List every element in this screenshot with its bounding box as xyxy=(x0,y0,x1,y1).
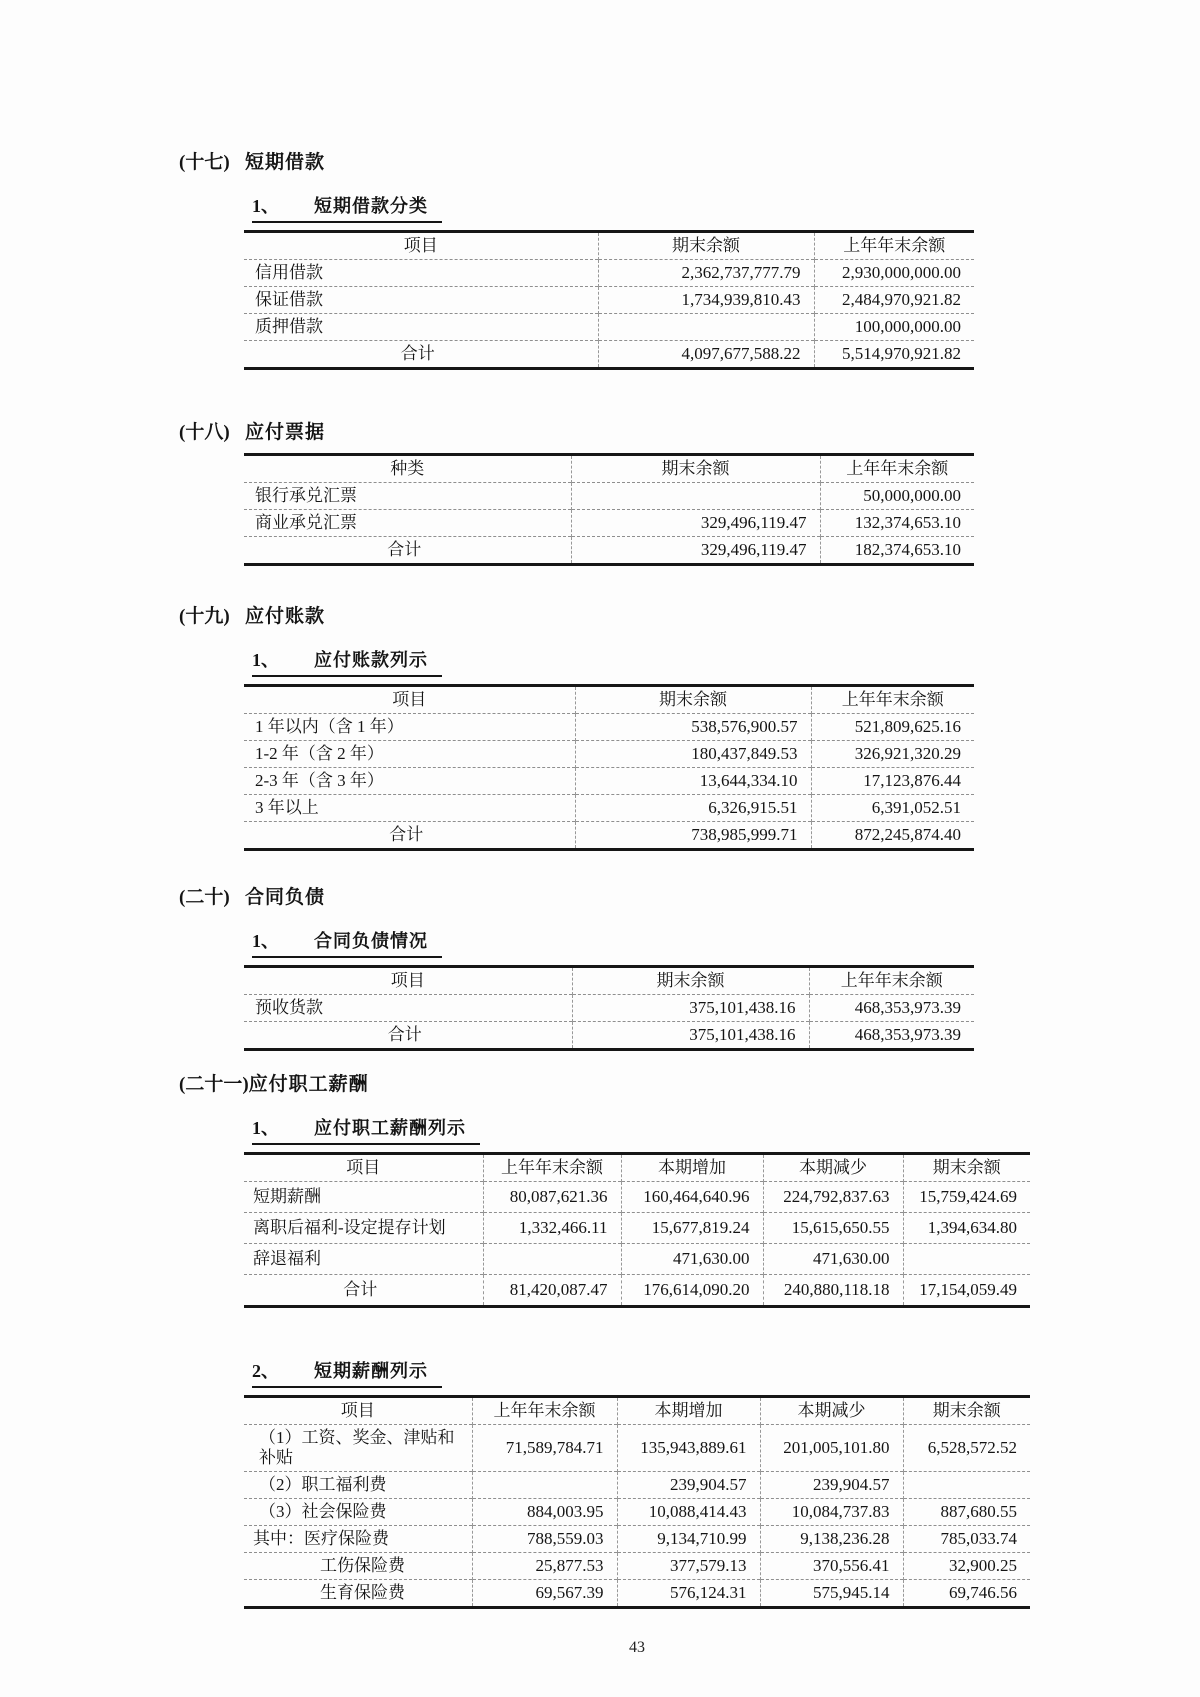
row-value: 468,353,973.39 xyxy=(809,995,974,1022)
row-value: 160,464,640.96 xyxy=(621,1182,763,1213)
table-header-row xyxy=(244,1397,1030,1425)
row-label: 银行承兑汇票 xyxy=(244,483,571,510)
column-header: 本期增加 xyxy=(621,1154,763,1182)
table-total-row xyxy=(244,1022,974,1050)
row-value: 468,353,973.39 xyxy=(809,1022,974,1050)
table-total-row xyxy=(244,341,974,369)
row-value: 239,904.57 xyxy=(617,1472,760,1499)
table-row xyxy=(244,1526,1030,1553)
row-value: 10,088,414.43 xyxy=(617,1499,760,1526)
column-header: 上年年末余额 xyxy=(820,455,974,483)
row-label: 合计 xyxy=(244,1022,572,1050)
row-label: 信用借款 xyxy=(244,260,598,287)
section-heading-20 xyxy=(179,885,1200,911)
table-total-row xyxy=(244,1275,1030,1307)
section-index: (十九) xyxy=(179,606,230,627)
row-value: 1,394,634.80 xyxy=(903,1213,1030,1244)
subsection-number: 1、 xyxy=(252,1118,279,1138)
row-label: 短期薪酬 xyxy=(244,1182,483,1213)
row-value: 180,437,849.53 xyxy=(575,741,811,768)
row-value: 13,644,334.10 xyxy=(575,768,811,795)
column-header: 本期增加 xyxy=(617,1397,760,1425)
row-value: 10,084,737.83 xyxy=(760,1499,903,1526)
row-value: 17,154,059.49 xyxy=(903,1275,1030,1307)
row-value: 738,985,999.71 xyxy=(575,822,811,850)
subsection-heading xyxy=(252,1116,480,1145)
row-value: 69,746.56 xyxy=(903,1580,1030,1608)
row-value: 182,374,653.10 xyxy=(820,537,974,565)
table-total-row xyxy=(244,537,974,565)
row-value: 2,362,737,777.79 xyxy=(598,260,814,287)
column-header: 本期减少 xyxy=(763,1154,903,1182)
row-label: 预收货款 xyxy=(244,995,572,1022)
page-number: 43 xyxy=(629,1639,645,1656)
row-value: 17,123,876.44 xyxy=(811,768,974,795)
subsection-title: 合同负债情况 xyxy=(314,931,428,951)
row-value: 370,556.41 xyxy=(760,1553,903,1580)
row-value: 15,759,424.69 xyxy=(903,1182,1030,1213)
row-label: 其中：医疗保险费 xyxy=(244,1526,472,1553)
row-label: （2）职工福利费 xyxy=(244,1472,472,1499)
row-value: 80,087,621.36 xyxy=(483,1182,621,1213)
column-header: 项目 xyxy=(392,690,427,709)
section-index: (十八) xyxy=(179,422,230,443)
row-value: 6,528,572.52 xyxy=(903,1425,1030,1472)
section-heading-17 xyxy=(179,150,1200,176)
subsection-title: 短期薪酬列示 xyxy=(314,1361,428,1381)
subsection-number: 2、 xyxy=(252,1361,279,1381)
section-index: (二十) xyxy=(179,887,230,908)
column-header: 项目 xyxy=(390,971,425,990)
subsection-title: 应付职工薪酬列示 xyxy=(314,1118,466,1138)
row-value: 326,921,320.29 xyxy=(811,741,974,768)
row-value: 377,579.13 xyxy=(617,1553,760,1580)
row-label: 1 年以内（含 1 年） xyxy=(244,714,575,741)
row-value: 788,559.03 xyxy=(472,1526,617,1553)
row-value: 132,374,653.10 xyxy=(820,510,974,537)
row-value xyxy=(571,483,820,510)
column-header: 上年年末余额 xyxy=(809,967,974,995)
row-value xyxy=(472,1472,617,1499)
subsection-number: 1、 xyxy=(252,196,279,216)
row-value: 1,332,466.11 xyxy=(483,1213,621,1244)
table-row xyxy=(244,260,974,287)
short-term-loans-table xyxy=(244,230,974,370)
row-value: 71,589,784.71 xyxy=(472,1425,617,1472)
column-header: 期末余额 xyxy=(903,1397,1030,1425)
row-label: 合计 xyxy=(244,1275,483,1307)
row-label: 合计 xyxy=(244,537,571,565)
column-header: 上年年末余额 xyxy=(814,232,974,260)
table-row xyxy=(244,714,974,741)
row-label: 离职后福利-设定提存计划 xyxy=(244,1213,483,1244)
row-value xyxy=(903,1472,1030,1499)
row-value: 521,809,625.16 xyxy=(811,714,974,741)
row-value: 785,033.74 xyxy=(903,1526,1030,1553)
table-row xyxy=(244,795,974,822)
table-row xyxy=(244,1244,1030,1275)
row-value: 884,003.95 xyxy=(472,1499,617,1526)
table-header-row xyxy=(244,455,974,483)
row-value: 81,420,087.47 xyxy=(483,1275,621,1307)
column-header: 上年年末余额 xyxy=(811,686,974,714)
table-row xyxy=(244,741,974,768)
subsection-title: 短期借款分类 xyxy=(314,196,428,216)
section-heading-21 xyxy=(179,1072,1200,1098)
table-row xyxy=(244,1499,1030,1526)
row-value: 9,134,710.99 xyxy=(617,1526,760,1553)
subsection-heading xyxy=(252,648,442,677)
column-header: 项目 xyxy=(403,236,438,255)
row-value: 201,005,101.80 xyxy=(760,1425,903,1472)
employee-compensation-table xyxy=(244,1152,1030,1308)
short-term-compensation-table xyxy=(244,1395,1030,1609)
row-label: 质押借款 xyxy=(244,314,598,341)
row-label: （3）社会保险费 xyxy=(244,1499,472,1526)
column-header: 种类 xyxy=(390,459,425,478)
row-value: 176,614,090.20 xyxy=(621,1275,763,1307)
row-label: 3 年以上 xyxy=(244,795,575,822)
table-header-row xyxy=(244,967,974,995)
table-row xyxy=(244,995,974,1022)
row-label: （1）工资、奖金、津贴和补贴 xyxy=(244,1425,472,1472)
row-value: 135,943,889.61 xyxy=(617,1425,760,1472)
column-header: 上年年末余额 xyxy=(483,1154,621,1182)
row-label: 合计 xyxy=(244,341,598,369)
table-total-row xyxy=(244,822,974,850)
row-value: 329,496,119.47 xyxy=(571,537,820,565)
section-title: 应付账款 xyxy=(245,606,326,627)
section-index: (十七) xyxy=(179,152,230,173)
table-row xyxy=(244,1182,1030,1213)
row-value: 329,496,119.47 xyxy=(571,510,820,537)
row-value: 25,877.53 xyxy=(472,1553,617,1580)
row-label: 辞退福利 xyxy=(244,1244,483,1275)
column-header: 本期减少 xyxy=(760,1397,903,1425)
table-row xyxy=(244,1213,1030,1244)
section-index: (二十一) xyxy=(179,1074,249,1095)
row-label: 2-3 年（含 3 年） xyxy=(244,768,575,795)
row-label: 商业承兑汇票 xyxy=(244,510,571,537)
section-title: 合同负债 xyxy=(245,887,326,908)
row-value: 471,630.00 xyxy=(763,1244,903,1275)
column-header: 项目 xyxy=(340,1401,375,1420)
section-title: 应付职工薪酬 xyxy=(248,1074,369,1095)
row-value: 15,677,819.24 xyxy=(621,1213,763,1244)
column-header: 上年年末余额 xyxy=(472,1397,617,1425)
section-heading-19 xyxy=(179,604,1200,630)
row-value: 15,615,650.55 xyxy=(763,1213,903,1244)
row-label: 合计 xyxy=(244,822,575,850)
table-header-row xyxy=(244,232,974,260)
column-header: 期末余额 xyxy=(575,686,811,714)
table-header-row xyxy=(244,1154,1030,1182)
row-value: 6,326,915.51 xyxy=(575,795,811,822)
notes-payable-table xyxy=(244,453,974,566)
row-value: 2,930,000,000.00 xyxy=(814,260,974,287)
row-label: 保证借款 xyxy=(244,287,598,314)
row-value: 69,567.39 xyxy=(472,1580,617,1608)
section-title: 短期借款 xyxy=(245,152,326,173)
row-value: 2,484,970,921.82 xyxy=(814,287,974,314)
row-value: 471,630.00 xyxy=(621,1244,763,1275)
row-value: 4,097,677,588.22 xyxy=(598,341,814,369)
row-value: 5,514,970,921.82 xyxy=(814,341,974,369)
subsection-title: 应付账款列示 xyxy=(314,650,428,670)
row-value: 375,101,438.16 xyxy=(572,1022,809,1050)
column-header: 期末余额 xyxy=(571,455,820,483)
column-header: 期末余额 xyxy=(572,967,809,995)
row-label: 1-2 年（含 2 年） xyxy=(244,741,575,768)
row-value: 239,904.57 xyxy=(760,1472,903,1499)
row-value: 240,880,118.18 xyxy=(763,1275,903,1307)
row-value xyxy=(483,1244,621,1275)
row-value: 32,900.25 xyxy=(903,1553,1030,1580)
row-value: 887,680.55 xyxy=(903,1499,1030,1526)
table-row xyxy=(244,510,974,537)
row-value: 575,945.14 xyxy=(760,1580,903,1608)
table-row xyxy=(244,314,974,341)
row-value: 538,576,900.57 xyxy=(575,714,811,741)
table-row xyxy=(244,483,974,510)
row-value: 6,391,052.51 xyxy=(811,795,974,822)
row-value xyxy=(598,314,814,341)
subsection-number: 1、 xyxy=(252,650,279,670)
row-value xyxy=(903,1244,1030,1275)
row-label: 工伤保险费 xyxy=(244,1553,472,1580)
subsection-heading xyxy=(252,1359,442,1388)
row-value: 576,124.31 xyxy=(617,1580,760,1608)
row-value: 224,792,837.63 xyxy=(763,1182,903,1213)
row-value: 1,734,939,810.43 xyxy=(598,287,814,314)
row-value: 9,138,236.28 xyxy=(760,1526,903,1553)
section-heading-18 xyxy=(179,420,1200,446)
table-header-row xyxy=(244,686,974,714)
section-title: 应付票据 xyxy=(245,422,326,443)
table-row xyxy=(244,768,974,795)
table-row xyxy=(244,1553,1030,1580)
row-value: 872,245,874.40 xyxy=(811,822,974,850)
table-row xyxy=(244,1580,1030,1608)
subsection-heading xyxy=(252,194,442,223)
row-label: 生育保险费 xyxy=(244,1580,472,1608)
column-header: 项目 xyxy=(346,1158,381,1177)
row-value: 100,000,000.00 xyxy=(814,314,974,341)
column-header: 期末余额 xyxy=(598,232,814,260)
subsection-number: 1、 xyxy=(252,931,279,951)
row-value: 375,101,438.16 xyxy=(572,995,809,1022)
accounts-payable-aging-table xyxy=(244,684,974,851)
column-header: 期末余额 xyxy=(903,1154,1030,1182)
subsection-heading xyxy=(252,929,442,958)
table-row xyxy=(244,287,974,314)
table-row xyxy=(244,1425,1030,1472)
row-value: 50,000,000.00 xyxy=(820,483,974,510)
table-row xyxy=(244,1472,1030,1499)
contract-liabilities-table xyxy=(244,965,974,1051)
